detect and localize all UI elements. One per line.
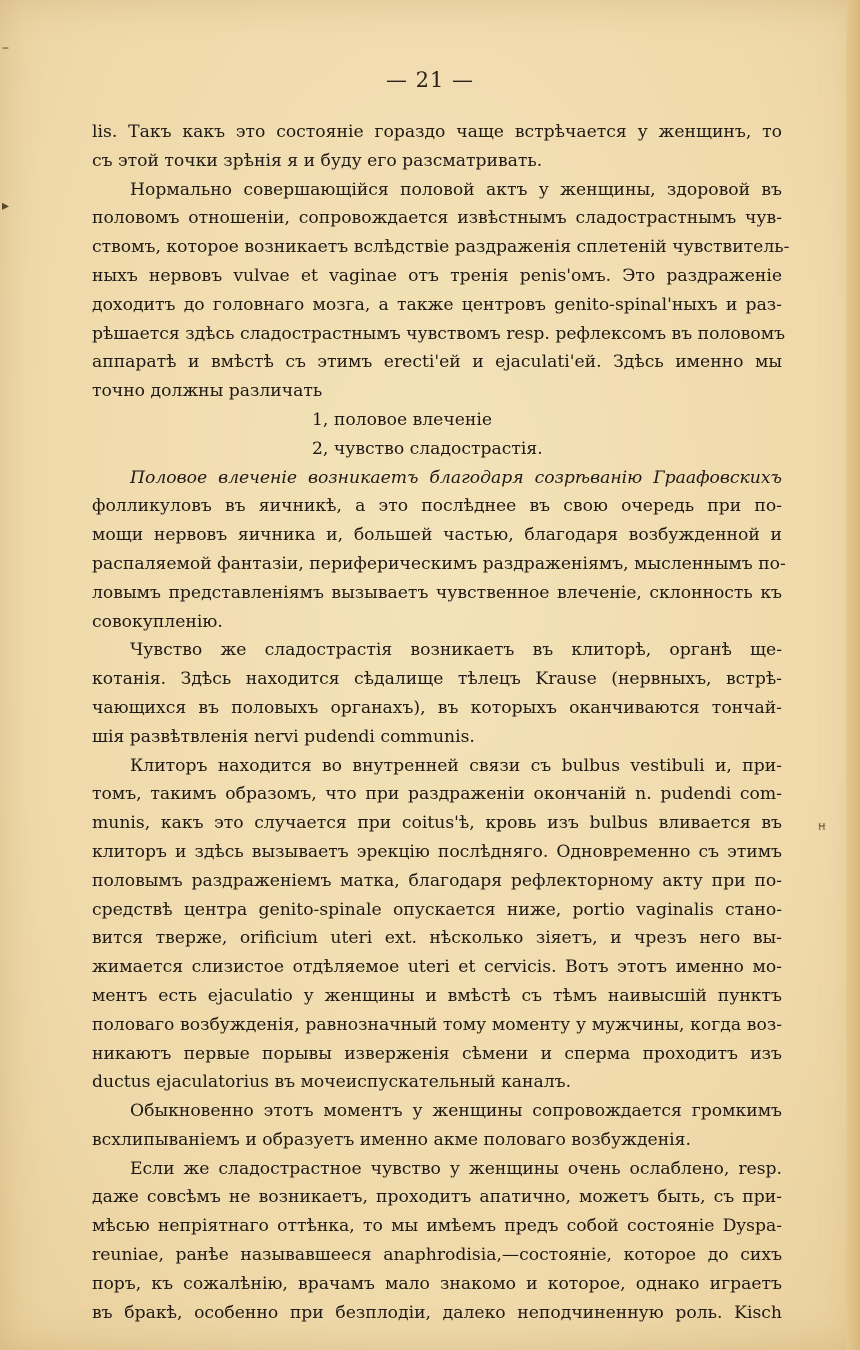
page-edge bbox=[846, 0, 860, 1350]
text-line: распаляемой фантазiи, периферическимъ раздраженiямъ, мысленнымъ по- bbox=[92, 553, 786, 574]
text-line: Чувство же сладострастiя возникаетъ въ клиторѣ, органѣ ще- bbox=[130, 640, 782, 661]
margin-mark: ꟸ bbox=[818, 822, 826, 838]
text-line: половымъ раздраженiемъ матка, благодаря рефлекторному акту при по- bbox=[92, 870, 782, 891]
text-line: reuniae, ранѣе называвшееся anaphrodisia,—состоянie, которое до сихъ bbox=[92, 1245, 782, 1266]
text-line: аппаратѣ и вмѣстѣ съ этимъ erecti'ей и ejaculati'ей. Здѣсь именно мы bbox=[92, 352, 782, 373]
text-line: совокупленiю. bbox=[92, 611, 223, 632]
text-line: Если же сладострастное чувство у женщины очень ослаблено, resp. bbox=[130, 1158, 782, 1179]
margin-mark: – bbox=[2, 40, 9, 56]
text-line: ментъ есть ejaculatio у женщины и вмѣстѣ съ тѣмъ наивысшiй пунктъ bbox=[92, 985, 782, 1006]
body-text bbox=[92, 118, 790, 1327]
text-line: никаютъ первые порывы изверженiя сѣмени и сперма проходитъ изъ bbox=[92, 1043, 782, 1064]
text-line: всхлипыванiемъ и образуетъ именно акме половаго возбужденiя. bbox=[92, 1129, 691, 1150]
text-line: munis, какъ это случается при coitus'ѣ, кровь изъ bulbus вливается въ bbox=[92, 813, 782, 834]
margin-mark: ▸ bbox=[2, 198, 10, 214]
text-line: котанiя. Здѣсь находится сѣдалище тѣлецъ Krause (нервныхъ, встрѣ- bbox=[92, 669, 782, 690]
text-line: съ этой точки зрѣнiя я и буду его разсматривать. bbox=[92, 150, 543, 171]
text-line: Обыкновенно этотъ моментъ у женщины сопровождается громкимъ bbox=[130, 1101, 782, 1122]
text-line: ствомъ, которое возникаетъ вслѣдствie раздраженiя сплетенiй чувствитель- bbox=[92, 237, 790, 258]
text-line: Клиторъ находится во внутренней связи съ bulbus vestibuli и, при- bbox=[130, 755, 782, 776]
text-line: шiя развѣтвленiя nervi pudendi communis. bbox=[92, 726, 475, 747]
text-line: жимается слизистое отдѣляемое uteri et cervicis. Вотъ этотъ именно мо- bbox=[92, 957, 782, 978]
text-line: средствѣ центра genito-spinale опускается ниже, portio vaginalis стано- bbox=[92, 899, 782, 920]
text-line: ныхъ нервовъ vulvae et vaginae отъ тренiя penis'омъ. Это раздраженie bbox=[92, 265, 782, 286]
text-line: томъ, такимъ образомъ, что при раздраженiи окончанiй n. pudendi com- bbox=[92, 784, 782, 805]
page-number: — 21 — bbox=[385, 68, 475, 92]
text-line: поръ, къ сожалѣнiю, врачамъ мало знакомо и которое, однако играетъ bbox=[92, 1273, 782, 1294]
text-line: lis. Такъ какъ это состоянie гораздо чаще встрѣчается у женщинъ, то bbox=[92, 122, 782, 142]
text-line: ловымъ представленiямъ вызываетъ чувственное влеченie, склонность къ bbox=[92, 582, 782, 603]
list-item: 1, половое влеченie bbox=[312, 409, 493, 430]
text-line: мѣсью непрiятнаго оттѣнка, то мы имѣемъ предъ собой состоянie Dyspa- bbox=[92, 1216, 782, 1237]
text-line: даже совсѣмъ не возникаетъ, проходитъ апатично, можетъ быть, съ при- bbox=[92, 1187, 782, 1208]
text-line: чающихся въ половыхъ органахъ), въ которыхъ оканчиваются тончай- bbox=[92, 697, 782, 718]
text-line: рѣшается здѣсь сладострастнымъ чувствомъ resp. рефлексомъ въ половомъ bbox=[92, 323, 786, 344]
text-line: мощи нервовъ яичника и, большей частью, благодаря возбужденной и bbox=[92, 525, 782, 546]
text-line: вится тверже, orificium uteri ext. нѣсколько зiяетъ, и чрезъ него вы- bbox=[92, 928, 782, 949]
text-line: въ бракѣ, особенно при безплодiи, далеко неподчиненную роль. Kisch bbox=[92, 1302, 782, 1323]
text-line: точно должны различать bbox=[92, 381, 323, 402]
text-line: клиторъ и здѣсь вызываетъ эрекцiю послѣдняго. Одновременно съ этимъ bbox=[92, 841, 782, 862]
text-line: половаго возбужденiя, равнозначный тому моменту у мужчины, когда воз- bbox=[92, 1014, 782, 1035]
text-line: половомъ отношенiи, сопровождается извѣстнымъ сладострастнымъ чув- bbox=[92, 208, 782, 229]
text-line: ductus ejaculatorius въ мочеиспускательный каналъ. bbox=[92, 1072, 572, 1093]
text-line: Половое влеченie возникаетъ благодаря созрѣванiю Граафовскихъ bbox=[130, 467, 782, 488]
text-line: доходитъ до головнаго мозга, а также центровъ genito-spinal'ныхъ и раз- bbox=[92, 294, 782, 315]
list-item: 2, чувство сладострастiя. bbox=[312, 438, 543, 459]
text-line: фолликуловъ въ яичникѣ, а это послѣднее въ свою очередь при по- bbox=[92, 496, 782, 517]
text-line: Нормально совершающiйся половой актъ у женщины, здоровой въ bbox=[130, 179, 782, 200]
